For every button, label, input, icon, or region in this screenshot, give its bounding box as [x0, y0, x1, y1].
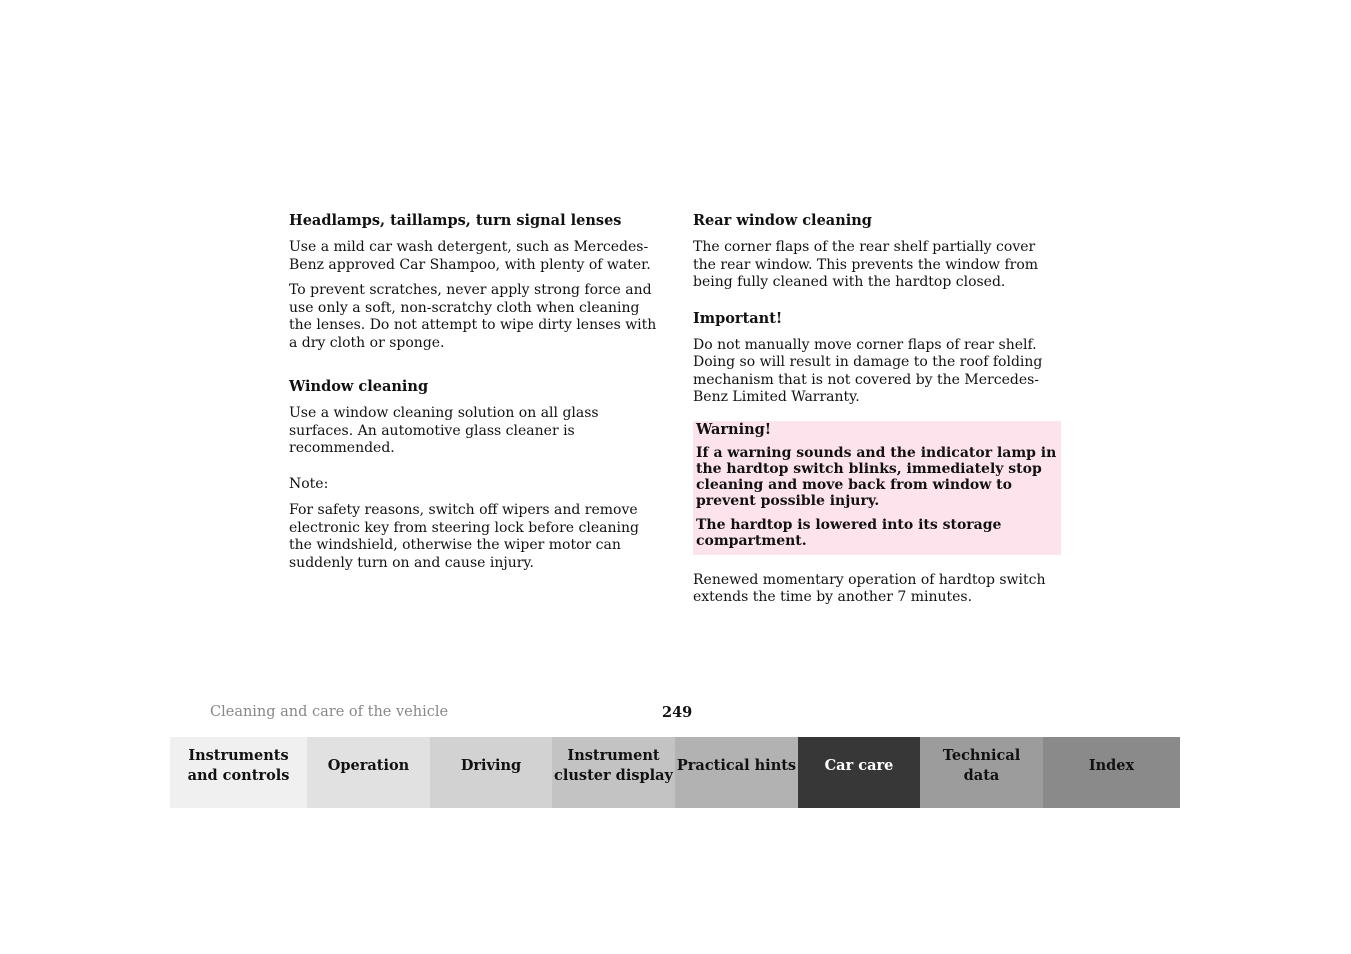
tab-index[interactable]: Index	[1043, 737, 1180, 808]
left-column	[289, 212, 661, 580]
note-text: For safety reasons, switch off wipers and remove electronic key from steering lock before cleaning the windshield, otherwise the wiper motor can suddenly turn on and cause injury.	[289, 502, 639, 571]
important-text: Do not manually move corner flaps of rear shelf. Doing so will result in damage to the roof folding mechanism that is not covered by the Mercedes-Benz Limited Warranty.	[693, 336, 1043, 405]
note-label: Note:	[289, 475, 329, 492]
window-cleaning-heading: Window cleaning	[289, 378, 429, 395]
headlamps-paragraph-2: To prevent scratches, never apply strong force and use only a soft, non-scratchy cloth when cleaning the lenses. Do not attempt to wipe dirty lenses with a dry cloth or sponge.	[289, 282, 657, 351]
important-heading: Important!	[693, 309, 783, 327]
right-column	[693, 212, 1061, 615]
page-number: 249	[662, 704, 693, 721]
window-cleaning-paragraph: Use a window cleaning solution on all glass surfaces. An automotive glass cleaner is recommended.	[289, 405, 599, 456]
tab-car-care[interactable]: Car care	[798, 737, 920, 808]
tab-operation[interactable]: Operation	[307, 737, 430, 808]
warning-paragraph-1: If a warning sounds and the indicator lamp in the hardtop switch blinks, immediately stop cleaning and move back from window to prevent possible injury.	[696, 444, 1057, 509]
headlamps-paragraph-1: Use a mild car wash detergent, such as Mercedes-Benz approved Car Shampoo, with plenty of water.	[289, 239, 651, 273]
rear-window-heading: Rear window cleaning	[693, 212, 872, 229]
rear-window-paragraph: The corner flaps of the rear shelf partially cover the rear window. This prevents the window from being fully cleaned with the hardtop closed.	[693, 239, 1039, 290]
closing-paragraph: Renewed momentary operation of hardtop switch extends the time by another 7 minutes.	[693, 571, 1046, 605]
tab-technical-data[interactable]: Technical data	[920, 737, 1043, 808]
warning-paragraph-2: The hardtop is lowered into its storage compartment.	[696, 516, 1002, 549]
tab-driving[interactable]: Driving	[430, 737, 552, 808]
tab-instrument-cluster-display[interactable]: Instrument cluster display	[552, 737, 675, 808]
chapter-tabs	[170, 737, 1180, 808]
warning-box	[693, 421, 1061, 555]
tab-practical-hints[interactable]: Practical hints	[675, 737, 798, 808]
tab-instruments-and-controls[interactable]: Instruments and controls	[170, 737, 307, 808]
warning-title: Warning!	[696, 420, 772, 438]
headlamps-heading: Headlamps, taillamps, turn signal lenses	[289, 212, 622, 229]
footer-section-title: Cleaning and care of the vehicle	[210, 704, 449, 720]
